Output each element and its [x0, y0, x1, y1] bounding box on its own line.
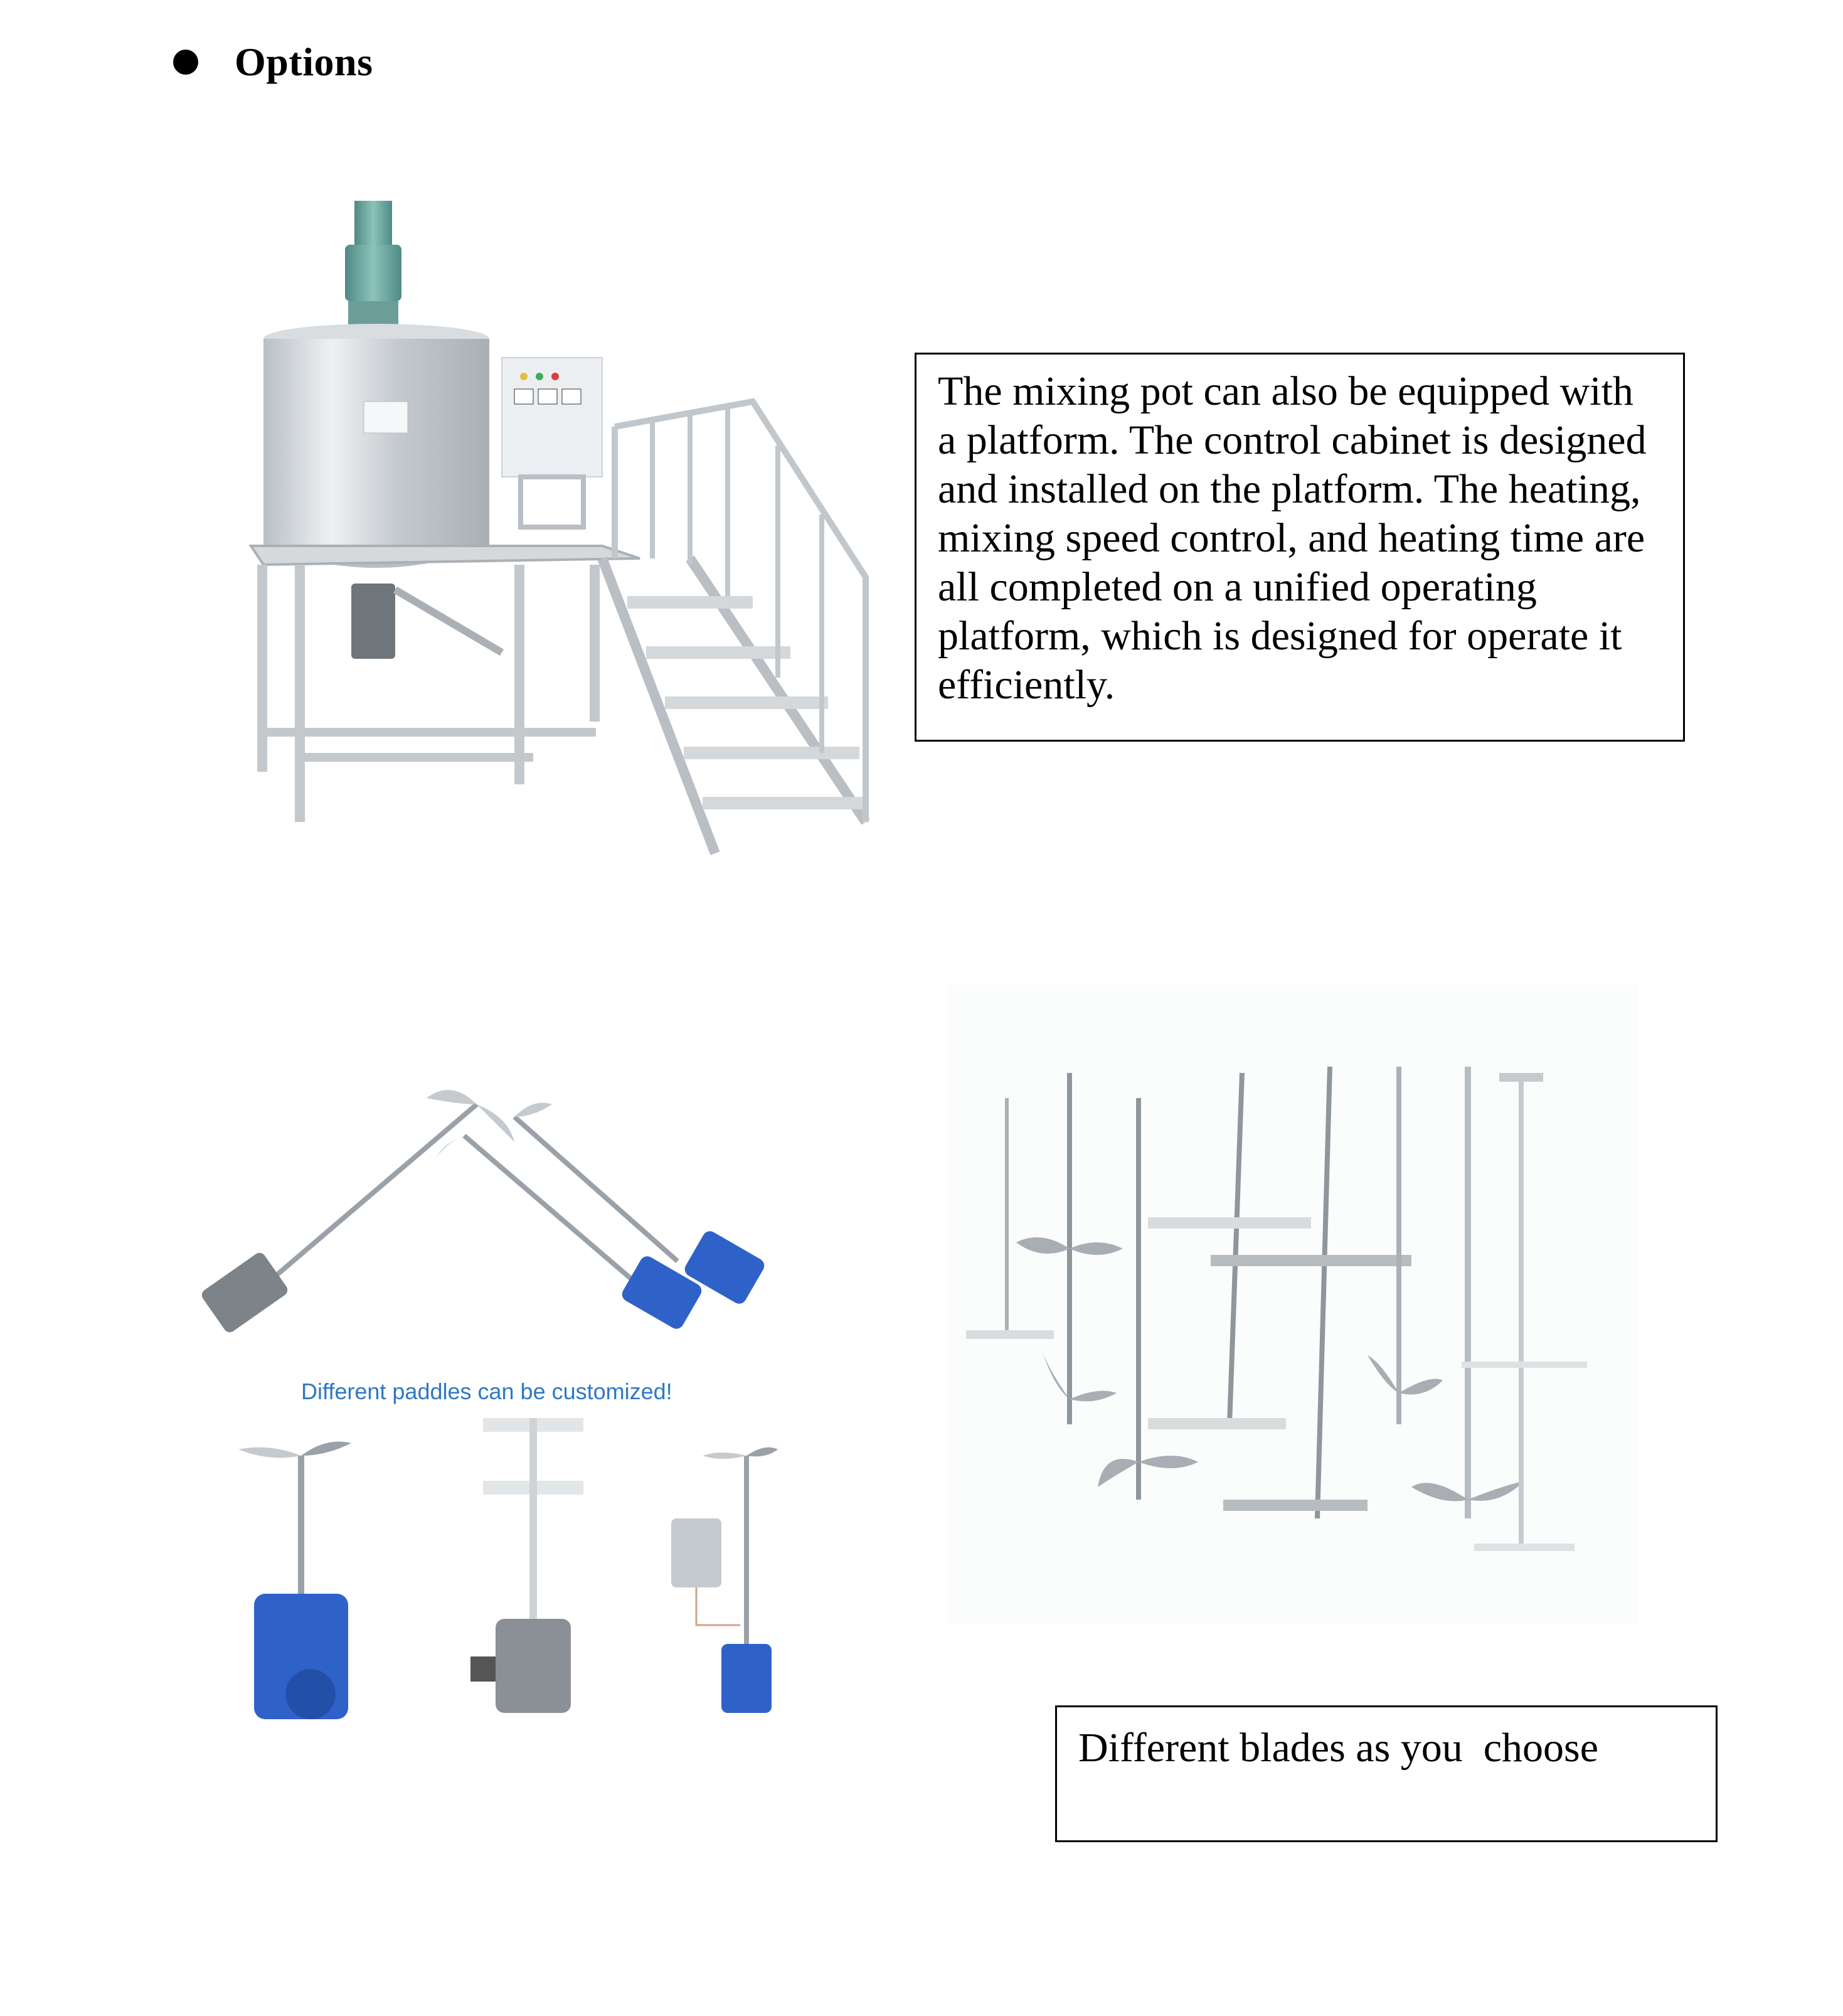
blades-description-text: Different blades as you choose [1078, 1725, 1599, 1771]
mixing-tank-platform-image [238, 188, 891, 878]
bullet-icon [173, 50, 198, 75]
heading-text: Options [235, 40, 373, 84]
paddles-caption: Different paddles can be customized! [301, 1379, 672, 1404]
paddles-image [188, 1079, 878, 1757]
blades-description-box [1055, 1705, 1718, 1842]
platform-description-text: The mixing pot can also be equipped with a platform. The control cabinet is designed and installed on the platform. The heating, mixing speed control, and heating time are all completed on a unified operating platform, which is designed for operate it efficiently. [938, 368, 1647, 708]
options-heading [173, 39, 373, 85]
blades-image [947, 985, 1637, 1625]
platform-description-box [915, 353, 1685, 742]
